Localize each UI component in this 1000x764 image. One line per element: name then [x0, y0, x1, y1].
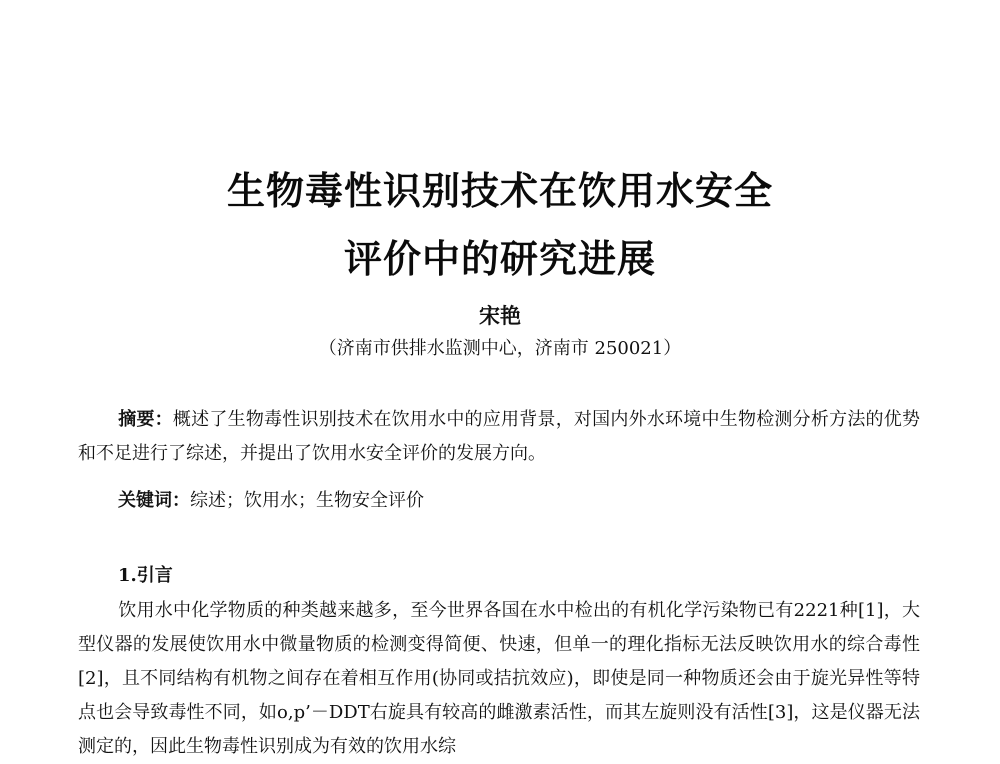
keywords-text: 综述；饮用水；生物安全评价 [190, 490, 424, 511]
keywords-label: 关键词： [118, 490, 190, 511]
author-name: 宋艳 [479, 303, 521, 328]
paper-title-line-1: 生物毒性识别技术在饮用水安全 [226, 169, 773, 213]
abstract-paragraph [78, 403, 920, 471]
keywords-paragraph [78, 484, 920, 518]
abstract-text: 概述了生物毒性识别技术在饮用水中的应用背景，对国内外水环境中生物检测分析方法的优势和不足进行了综述，并提出了饮用水安全评价的发展方向。 [78, 409, 921, 464]
intro-paragraph [78, 594, 920, 764]
paper-title-line-2: 评价中的研究进展 [343, 237, 656, 281]
author-affiliation: （济南市供排水监测中心，济南市 250021） [318, 338, 682, 359]
abstract-label: 摘要： [118, 409, 173, 430]
intro-text: 饮用水中化学物质的种类越来越多，至今世界各国在水中检出的有机化学污染物已有2221种[1]，大型仪器的发展使饮用水中微量物质的检测变得简便、快速，但单一的理化指标无法反映饮用水的综合毒性[2]，且不同结构有机物之间存在着相互作用(协同或拮抗效应)，即使是同一种物质还会由于旋光异性等特点也会导致毒性不同，如o,p’－DDT右旋具有较高的雌激素活性，而其左旋则没有活性[3]，这是仪器无法测定的，因此生物毒性识别成为有效的饮用水综 [78, 600, 920, 757]
section-heading: 1.引言 [118, 565, 173, 586]
